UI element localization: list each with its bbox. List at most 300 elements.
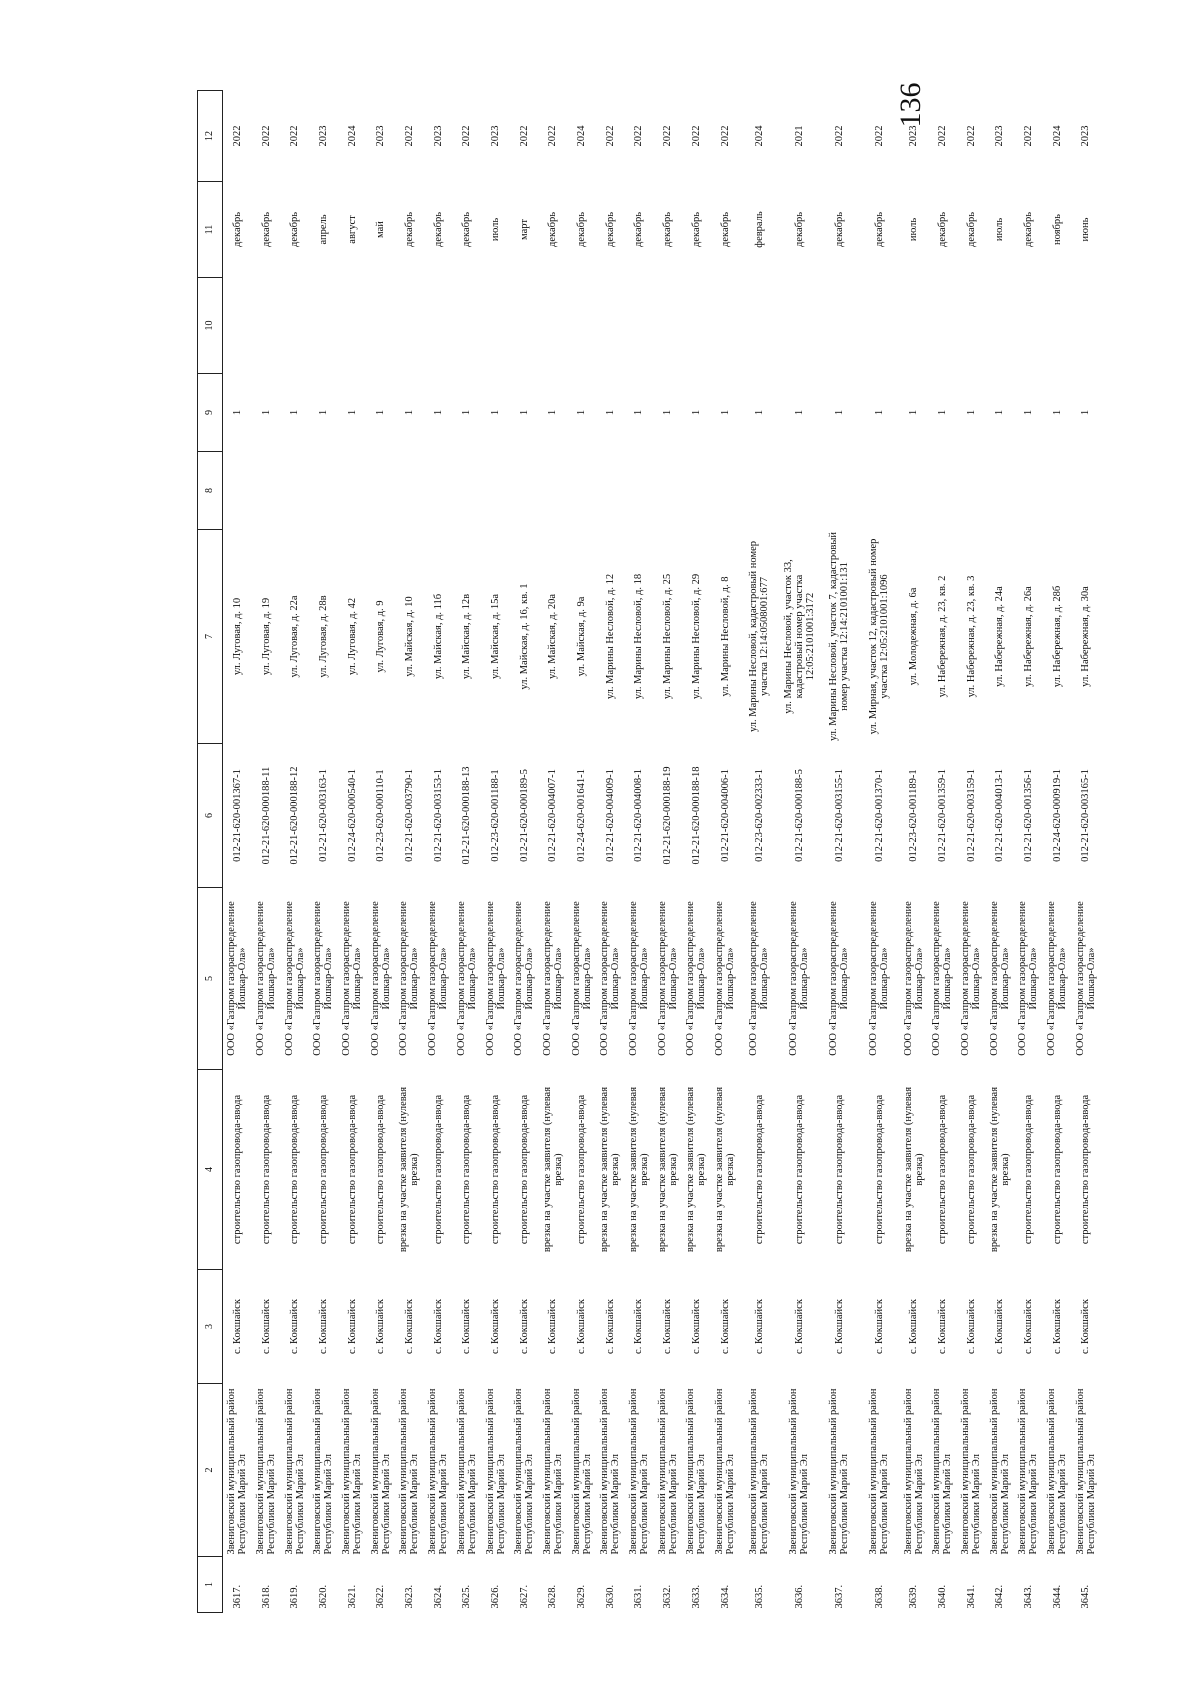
row-number: 3630.: [604, 1584, 616, 1609]
settlement-cell: с. Кокшайск: [873, 1299, 885, 1354]
district-cell: Звениговский муниципальный район Республики Марий Эл: [513, 1388, 536, 1555]
col8-cell: [653, 452, 682, 530]
address-cell: ул. Майская, д. 9а: [576, 596, 588, 677]
address-cell: ул. Мирная, участок 12, кадастровый номер участка 12:05:2101001:1096: [868, 538, 891, 735]
table-row: [280, 91, 309, 1613]
row-number: 3632.: [662, 1584, 674, 1609]
count-cell: 1: [490, 409, 502, 416]
header-col-5: 5: [198, 888, 223, 1070]
contract-number-cell: 012-21-620-000188-13: [461, 766, 473, 865]
count-cell: 1: [604, 409, 616, 416]
col8-cell: [985, 452, 1014, 530]
col10-cell: [539, 278, 568, 374]
count-cell: 1: [908, 409, 920, 416]
count-cell: 1: [633, 409, 645, 416]
row-number: 3622.: [375, 1584, 387, 1609]
table-row: [567, 91, 596, 1613]
row-number: 3620.: [317, 1584, 329, 1609]
district-cell: Звениговский муниципальный район Республики Марий Эл: [398, 1388, 421, 1555]
district-cell: Звениговский муниципальный район Республики Марий Эл: [484, 1388, 507, 1555]
district-cell: Звениговский муниципальный район Республики Марий Эл: [312, 1388, 335, 1555]
count-cell: 1: [965, 409, 977, 416]
address-cell: ул. Луговая, д. 22а: [289, 595, 301, 678]
contract-number-cell: 012-21-620-004006-1: [719, 769, 731, 862]
table-row: [366, 91, 395, 1613]
organization-cell: ООО «Газпром газораспределение Йошкар-Ола»: [427, 901, 450, 1056]
col10-cell: [395, 278, 424, 374]
col10-cell: [280, 278, 309, 374]
year-cell: 2022: [260, 125, 272, 147]
col10-cell: [453, 278, 482, 374]
contract-number-cell: 012-21-620-001359-1: [936, 769, 948, 862]
row-number: 3621.: [346, 1584, 358, 1609]
organization-cell: ООО «Газпром газораспределение Йошкар-Ола»: [599, 901, 622, 1056]
contract-number-cell: 012-21-620-000188-18: [690, 766, 702, 865]
work-type-cell: врезка на участке заявителя (нулевая врезка): [988, 1086, 1011, 1253]
col10-cell: [711, 278, 740, 374]
count-cell: 1: [461, 409, 473, 416]
address-cell: ул. Набережная, д. 24а: [994, 586, 1006, 687]
table-row: [1043, 91, 1072, 1613]
col8-cell: [338, 452, 367, 530]
year-cell: 2022: [662, 125, 674, 147]
row-number: 3641.: [965, 1584, 977, 1609]
table-row: [596, 91, 625, 1613]
count-cell: 1: [576, 409, 588, 416]
count-cell: 1: [317, 409, 329, 416]
year-cell: 2023: [490, 125, 502, 147]
count-cell: 1: [719, 409, 731, 416]
organization-cell: ООО «Газпром газораспределение Йошкар-Ола»: [656, 901, 679, 1056]
month-cell: декабрь: [873, 212, 885, 247]
header-col-9: 9: [198, 374, 223, 452]
month-cell: июнь: [1080, 217, 1092, 242]
work-type-cell: строительство газопровода-ввода: [873, 1094, 885, 1245]
work-type-cell: строительство газопровода-ввода: [346, 1094, 358, 1245]
district-cell: Звениговский муниципальный район Республики Марий Эл: [226, 1388, 249, 1555]
col10-cell: [928, 278, 957, 374]
address-cell: ул. Марины Несловой, участок 33, кадастровый номер участка 12:05:2101001:3172: [782, 559, 816, 714]
row-number: 3642.: [994, 1584, 1006, 1609]
settlement-cell: с. Кокшайск: [936, 1299, 948, 1354]
gasification-table: [197, 90, 1100, 1613]
address-cell: ул. Луговая, д. 42: [346, 597, 358, 676]
count-cell: 1: [231, 409, 243, 416]
settlement-cell: с. Кокшайск: [260, 1299, 272, 1354]
contract-number-cell: 012-21-620-003155-1: [833, 769, 845, 862]
col10-cell: [985, 278, 1014, 374]
district-cell: Звениговский муниципальный район Республики Марий Эл: [902, 1388, 925, 1555]
contract-number-cell: 012-21-620-000188-11: [260, 766, 272, 865]
contract-number-cell: 012-21-620-001370-1: [873, 769, 885, 862]
organization-cell: ООО «Газпром газораспределение Йошкар-Ола»: [960, 901, 983, 1056]
district-cell: Звениговский муниципальный район Республики Марий Эл: [255, 1388, 278, 1555]
work-type-cell: строительство газопровода-ввода: [231, 1094, 243, 1245]
col10-cell: [625, 278, 654, 374]
row-number: 3629.: [576, 1584, 588, 1609]
district-cell: Звениговский муниципальный район Республики Марий Эл: [1046, 1388, 1069, 1555]
contract-number-cell: 012-21-620-003159-1: [965, 769, 977, 862]
table-row: [223, 91, 252, 1613]
table-row: [539, 91, 568, 1613]
table-row: [739, 91, 779, 1613]
settlement-cell: с. Кокшайск: [490, 1299, 502, 1354]
count-cell: 1: [547, 409, 559, 416]
month-cell: декабрь: [793, 212, 805, 247]
month-cell: декабрь: [936, 212, 948, 247]
header-col-3: 3: [198, 1270, 223, 1384]
year-cell: 2024: [576, 125, 588, 147]
row-number: 3626.: [490, 1584, 502, 1609]
col8-cell: [779, 452, 819, 530]
settlement-cell: с. Кокшайск: [231, 1299, 243, 1354]
contract-number-cell: 012-24-620-000540-1: [346, 769, 358, 862]
count-cell: 1: [793, 409, 805, 416]
settlement-cell: с. Кокшайск: [662, 1299, 674, 1354]
row-number: 3643.: [1022, 1584, 1034, 1609]
row-number: 3619.: [289, 1584, 301, 1609]
row-number: 3624.: [432, 1584, 444, 1609]
address-cell: ул. Набережная, д. 28б: [1051, 585, 1063, 688]
header-col-10: 10: [198, 278, 223, 374]
organization-cell: ООО «Газпром газораспределение Йошкар-Ола»: [283, 901, 306, 1056]
address-cell: ул. Молодежная, д. 6а: [908, 587, 920, 686]
organization-cell: ООО «Газпром газораспределение Йошкар-Ола»: [1046, 901, 1069, 1056]
settlement-cell: с. Кокшайск: [633, 1299, 645, 1354]
district-cell: Звениговский муниципальный район Республики Марий Эл: [788, 1388, 811, 1555]
year-cell: 2023: [908, 125, 920, 147]
table-row: [424, 91, 453, 1613]
work-type-cell: строительство газопровода-ввода: [965, 1094, 977, 1245]
header-col-2: 2: [198, 1384, 223, 1557]
table-row: [625, 91, 654, 1613]
rotated-table-container: [197, 91, 1097, 1613]
work-type-cell: строительство газопровода-ввода: [260, 1094, 272, 1245]
work-type-cell: строительство газопровода-ввода: [936, 1094, 948, 1245]
col8-cell: [1014, 452, 1043, 530]
district-cell: Звениговский муниципальный район Республики Марий Эл: [748, 1388, 771, 1555]
table-row: [1072, 91, 1101, 1613]
work-type-cell: строительство газопровода-ввода: [1080, 1094, 1092, 1245]
contract-number-cell: 012-21-620-001356-1: [1022, 769, 1034, 862]
col8-cell: [682, 452, 711, 530]
year-cell: 2022: [1022, 125, 1034, 147]
contract-number-cell: 012-21-620-000188-19: [662, 766, 674, 865]
district-cell: Звениговский муниципальный район Республики Марий Эл: [960, 1388, 983, 1555]
month-cell: декабрь: [432, 212, 444, 247]
address-cell: ул. Майская, д. 10: [403, 596, 415, 677]
col10-cell: [859, 278, 899, 374]
month-cell: декабрь: [576, 212, 588, 247]
organization-cell: ООО «Газпром газораспределение Йошкар-Ола»: [988, 901, 1011, 1056]
district-cell: Звениговский муниципальный район Республики Марий Эл: [931, 1388, 954, 1555]
table-row: [779, 91, 819, 1613]
organization-cell: ООО «Газпром газораспределение Йошкар-Ола»: [1017, 901, 1040, 1056]
row-number: 3640.: [936, 1584, 948, 1609]
col10-cell: [899, 278, 928, 374]
work-type-cell: строительство газопровода-ввода: [753, 1094, 765, 1245]
district-cell: Звениговский муниципальный район Республики Марий Эл: [427, 1388, 450, 1555]
contract-number-cell: 012-21-620-000188-5: [793, 769, 805, 862]
organization-cell: ООО «Газпром газораспределение Йошкар-Ола»: [255, 901, 278, 1056]
count-cell: 1: [1022, 409, 1034, 416]
district-cell: Звениговский муниципальный район Республики Марий Эл: [868, 1388, 891, 1555]
col10-cell: [481, 278, 510, 374]
organization-cell: ООО «Газпром газораспределение Йошкар-Ола»: [828, 901, 851, 1056]
year-cell: 2022: [604, 125, 616, 147]
row-number: 3639.: [908, 1584, 920, 1609]
address-cell: ул. Луговая, д. 19: [260, 597, 272, 676]
organization-cell: ООО «Газпром газораспределение Йошкар-Ола»: [341, 901, 364, 1056]
month-cell: август: [346, 215, 358, 244]
work-type-cell: врезка на участке заявителя (нулевая врезка): [656, 1086, 679, 1253]
row-number: 3638.: [873, 1584, 885, 1609]
col8-cell: [739, 452, 779, 530]
contract-number-cell: 012-21-620-003163-1: [317, 769, 329, 862]
header-col-12: 12: [198, 91, 223, 182]
col8-cell: [957, 452, 986, 530]
organization-cell: ООО «Газпром газораспределение Йошкар-Ола»: [455, 901, 478, 1056]
row-number: 3635.: [753, 1584, 765, 1609]
settlement-cell: с. Кокшайск: [994, 1299, 1006, 1354]
district-cell: Звениговский муниципальный район Республики Марий Эл: [714, 1388, 737, 1555]
work-type-cell: строительство газопровода-ввода: [1022, 1094, 1034, 1245]
count-cell: 1: [432, 409, 444, 416]
address-cell: ул. Набережная, д. 23, кв. 2: [936, 575, 948, 698]
address-cell: ул. Марины Несловой, д. 18: [633, 573, 645, 700]
col10-cell: [567, 278, 596, 374]
settlement-cell: с. Кокшайск: [576, 1299, 588, 1354]
work-type-cell: строительство газопровода-ввода: [317, 1094, 329, 1245]
count-cell: 1: [936, 409, 948, 416]
settlement-cell: с. Кокшайск: [289, 1299, 301, 1354]
settlement-cell: с. Кокшайск: [1022, 1299, 1034, 1354]
district-cell: Звениговский муниципальный район Республики Марий Эл: [1074, 1388, 1097, 1555]
organization-cell: ООО «Газпром газораспределение Йошкар-Ола»: [714, 901, 737, 1056]
year-cell: 2024: [1051, 125, 1063, 147]
contract-number-cell: 012-21-620-003153-1: [432, 769, 444, 862]
contract-number-cell: 012-23-620-002333-1: [753, 769, 765, 862]
address-cell: ул. Майская, д. 12в: [461, 593, 473, 680]
settlement-cell: с. Кокшайск: [518, 1299, 530, 1354]
work-type-cell: строительство газопровода-ввода: [518, 1094, 530, 1245]
row-number: 3625.: [461, 1584, 473, 1609]
month-cell: декабрь: [965, 212, 977, 247]
settlement-cell: с. Кокшайск: [965, 1299, 977, 1354]
year-cell: 2022: [719, 125, 731, 147]
organization-cell: ООО «Газпром газораспределение Йошкар-Ола»: [369, 901, 392, 1056]
contract-number-cell: 012-21-620-004013-1: [994, 769, 1006, 862]
settlement-cell: с. Кокшайск: [1051, 1299, 1063, 1354]
organization-cell: ООО «Газпром газораспределение Йошкар-Ола»: [685, 901, 708, 1056]
col8-cell: [1043, 452, 1072, 530]
work-type-cell: врезка на участке заявителя (нулевая врезка): [685, 1086, 708, 1253]
year-cell: 2024: [346, 125, 358, 147]
organization-cell: ООО «Газпром газораспределение Йошкар-Ола»: [1074, 901, 1097, 1056]
table-row: [653, 91, 682, 1613]
table-row: [309, 91, 338, 1613]
row-number: 3644.: [1051, 1584, 1063, 1609]
organization-cell: ООО «Газпром газораспределение Йошкар-Ола»: [902, 901, 925, 1056]
header-col-6: 6: [198, 744, 223, 888]
month-cell: декабрь: [604, 212, 616, 247]
year-cell: 2022: [936, 125, 948, 147]
month-cell: декабрь: [260, 212, 272, 247]
address-cell: ул. Марины Несловой, д. 8: [719, 576, 731, 697]
organization-cell: ООО «Газпром газораспределение Йошкар-Ола»: [312, 901, 335, 1056]
col10-cell: [366, 278, 395, 374]
organization-cell: ООО «Газпром газораспределение Йошкар-Ола»: [788, 901, 811, 1056]
district-cell: Звениговский муниципальный район Республики Марий Эл: [1017, 1388, 1040, 1555]
year-cell: 2022: [547, 125, 559, 147]
row-number: 3617.: [231, 1584, 243, 1609]
col10-cell: [682, 278, 711, 374]
district-cell: Звениговский муниципальный район Республики Марий Эл: [455, 1388, 478, 1555]
contract-number-cell: 012-21-620-000189-5: [518, 769, 530, 862]
month-cell: декабрь: [633, 212, 645, 247]
address-cell: ул. Марины Несловой, д. 12: [604, 573, 616, 700]
year-cell: 2022: [403, 125, 415, 147]
address-cell: ул. Майская, д. 11б: [432, 593, 444, 680]
table-row: [510, 91, 539, 1613]
year-cell: 2022: [833, 125, 845, 147]
count-cell: 1: [260, 409, 272, 416]
organization-cell: ООО «Газпром газораспределение Йошкар-Ола»: [513, 901, 536, 1056]
col8-cell: [481, 452, 510, 530]
year-cell: 2021: [793, 125, 805, 147]
settlement-cell: с. Кокшайск: [461, 1299, 473, 1354]
col10-cell: [779, 278, 819, 374]
row-number: 3618.: [260, 1584, 272, 1609]
work-type-cell: строительство газопровода-ввода: [375, 1094, 387, 1245]
month-cell: декабрь: [231, 212, 243, 247]
year-cell: 2023: [317, 125, 329, 147]
month-cell: декабрь: [403, 212, 415, 247]
district-cell: Звениговский муниципальный район Республики Марий Эл: [570, 1388, 593, 1555]
col10-cell: [1014, 278, 1043, 374]
contract-number-cell: 012-21-620-001367-1: [231, 769, 243, 862]
col10-cell: [510, 278, 539, 374]
organization-cell: ООО «Газпром газораспределение Йошкар-Ола»: [931, 901, 954, 1056]
col10-cell: [739, 278, 779, 374]
address-cell: ул. Набережная, д. 26а: [1022, 586, 1034, 687]
col10-cell: [1072, 278, 1101, 374]
month-cell: июль: [908, 217, 920, 242]
table-row: [252, 91, 281, 1613]
col8-cell: [539, 452, 568, 530]
row-number: 3637.: [833, 1584, 845, 1609]
contract-number-cell: 012-23-620-001188-1: [490, 769, 502, 862]
work-type-cell: строительство газопровода-ввода: [1051, 1094, 1063, 1245]
row-number: 3628.: [547, 1584, 559, 1609]
contract-number-cell: 012-23-620-000110-1: [375, 769, 387, 862]
header-col-7: 7: [198, 530, 223, 744]
address-cell: ул. Луговая, д. 28в: [317, 595, 329, 678]
year-cell: 2022: [289, 125, 301, 147]
contract-number-cell: 012-23-620-001189-1: [908, 769, 920, 862]
month-cell: декабрь: [719, 212, 731, 247]
address-cell: ул. Луговая, д. 9: [375, 600, 387, 673]
contract-number-cell: 012-21-620-000188-12: [289, 766, 301, 865]
district-cell: Звениговский муниципальный район Республики Марий Эл: [541, 1388, 564, 1555]
table-row: [985, 91, 1014, 1613]
col8-cell: [366, 452, 395, 530]
month-cell: апрель: [317, 214, 329, 245]
work-type-cell: строительство газопровода-ввода: [490, 1094, 502, 1245]
count-cell: 1: [289, 409, 301, 416]
row-number: 3645.: [1080, 1584, 1092, 1609]
table-row: [1014, 91, 1043, 1613]
settlement-cell: с. Кокшайск: [375, 1299, 387, 1354]
district-cell: Звениговский муниципальный район Республики Марий Эл: [341, 1388, 364, 1555]
col8-cell: [819, 452, 859, 530]
count-cell: 1: [1080, 409, 1092, 416]
year-cell: 2022: [518, 125, 530, 147]
table-row: [682, 91, 711, 1613]
month-cell: февраль: [753, 211, 765, 248]
row-number: 3627.: [518, 1584, 530, 1609]
address-cell: ул. Марины Несловой, участок 7, кадастровый номер участка 12:14:2101001:131: [828, 532, 851, 741]
year-cell: 2023: [994, 125, 1006, 147]
work-type-cell: строительство газопровода-ввода: [289, 1094, 301, 1245]
count-cell: 1: [346, 409, 358, 416]
year-cell: 2023: [375, 125, 387, 147]
col8-cell: [453, 452, 482, 530]
month-cell: июль: [490, 217, 502, 242]
contract-number-cell: 012-24-620-000919-1: [1051, 769, 1063, 862]
settlement-cell: с. Кокшайск: [753, 1299, 765, 1354]
year-cell: 2024: [753, 125, 765, 147]
settlement-cell: с. Кокшайск: [719, 1299, 731, 1354]
organization-cell: ООО «Газпром газораспределение Йошкар-Ола»: [570, 901, 593, 1056]
year-cell: 2022: [965, 125, 977, 147]
table-row: [859, 91, 899, 1613]
col10-cell: [819, 278, 859, 374]
col10-cell: [338, 278, 367, 374]
settlement-cell: с. Кокшайск: [317, 1299, 329, 1354]
header-col-4: 4: [198, 1070, 223, 1270]
district-cell: Звениговский муниципальный район Республики Марий Эл: [988, 1388, 1011, 1555]
count-cell: 1: [375, 409, 387, 416]
address-cell: ул. Набережная, д. 30а: [1080, 586, 1092, 687]
table-row: [711, 91, 740, 1613]
month-cell: ноябрь: [1051, 214, 1063, 245]
col8-cell: [280, 452, 309, 530]
settlement-cell: с. Кокшайск: [908, 1299, 920, 1354]
month-cell: май: [375, 221, 387, 238]
col10-cell: [957, 278, 986, 374]
address-cell: ул. Марины Несловой, кадастровый номер участка 12:14:0508001:677: [748, 540, 771, 733]
col8-cell: [252, 452, 281, 530]
work-type-cell: строительство газопровода-ввода: [432, 1094, 444, 1245]
address-cell: ул. Марины Несловой, д. 25: [662, 573, 674, 700]
work-type-cell: строительство газопровода-ввода: [576, 1094, 588, 1245]
col10-cell: [309, 278, 338, 374]
work-type-cell: врезка на участке заявителя (нулевая врезка): [902, 1086, 925, 1253]
table-row: [899, 91, 928, 1613]
work-type-cell: строительство газопровода-ввода: [833, 1094, 845, 1245]
row-number: 3634.: [719, 1584, 731, 1609]
organization-cell: ООО «Газпром газораспределение Йошкар-Ола»: [748, 901, 771, 1056]
col8-cell: [859, 452, 899, 530]
work-type-cell: врезка на участке заявителя (нулевая врезка): [541, 1086, 564, 1253]
organization-cell: ООО «Газпром газораспределение Йошкар-Ола»: [226, 901, 249, 1056]
header-col-8: 8: [198, 452, 223, 530]
month-cell: декабрь: [461, 212, 473, 247]
month-cell: июль: [994, 217, 1006, 242]
settlement-cell: с. Кокшайск: [403, 1299, 415, 1354]
district-cell: Звениговский муниципальный район Республики Марий Эл: [627, 1388, 650, 1555]
